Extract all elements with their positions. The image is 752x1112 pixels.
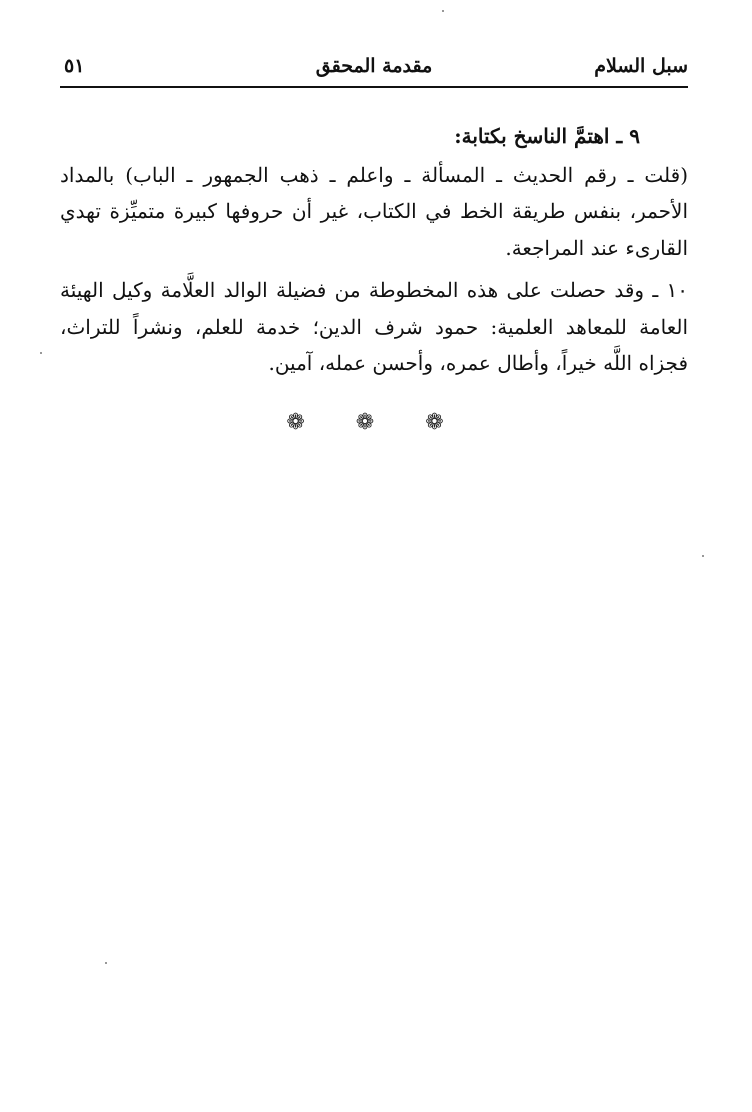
scan-speck <box>40 352 42 354</box>
scan-speck <box>105 962 107 964</box>
book-title: سبل السلام <box>594 55 688 77</box>
flower-ornament-icon: ❁ <box>355 410 397 435</box>
running-header <box>60 52 688 88</box>
flower-ornament-icon: ❁ <box>286 410 327 435</box>
page-number: ٥١ <box>64 55 85 77</box>
scan-speck <box>702 555 704 557</box>
body-text <box>60 118 688 388</box>
paragraph-item-9-body: (قلت ـ رقم الحديث ـ المسألة ـ واعلم ـ ذهب الجمهور ـ الباب) بالمداد الأحمر، بنفس طريقة الخط في الكتاب، غير أن حروفها كبيرة متميِّزة تهدي القارىء عند المراجعة. <box>60 162 688 260</box>
section-end-ornaments <box>0 410 752 435</box>
section-title: مقدمة المحقق <box>315 55 433 77</box>
paragraph-item-9-heading: ٩ ـ اهتمَّ الناسخ بكتابة: <box>454 124 640 148</box>
paragraph-item-10: ١٠ ـ وقد حصلت على هذه المخطوطة من فضيلة الوالد العلَّامة وكيل الهيئة العامة للمعاهد العلمية: حمود شرف الدين؛ خدمة للعلم، ونشراً للتراث، فجزاه اللَّه خيراً، وأطال عمره، وأحسن عمله، آمين. <box>60 278 688 375</box>
flower-ornament-icon: ❁ <box>425 410 466 435</box>
scan-speck <box>442 10 444 12</box>
